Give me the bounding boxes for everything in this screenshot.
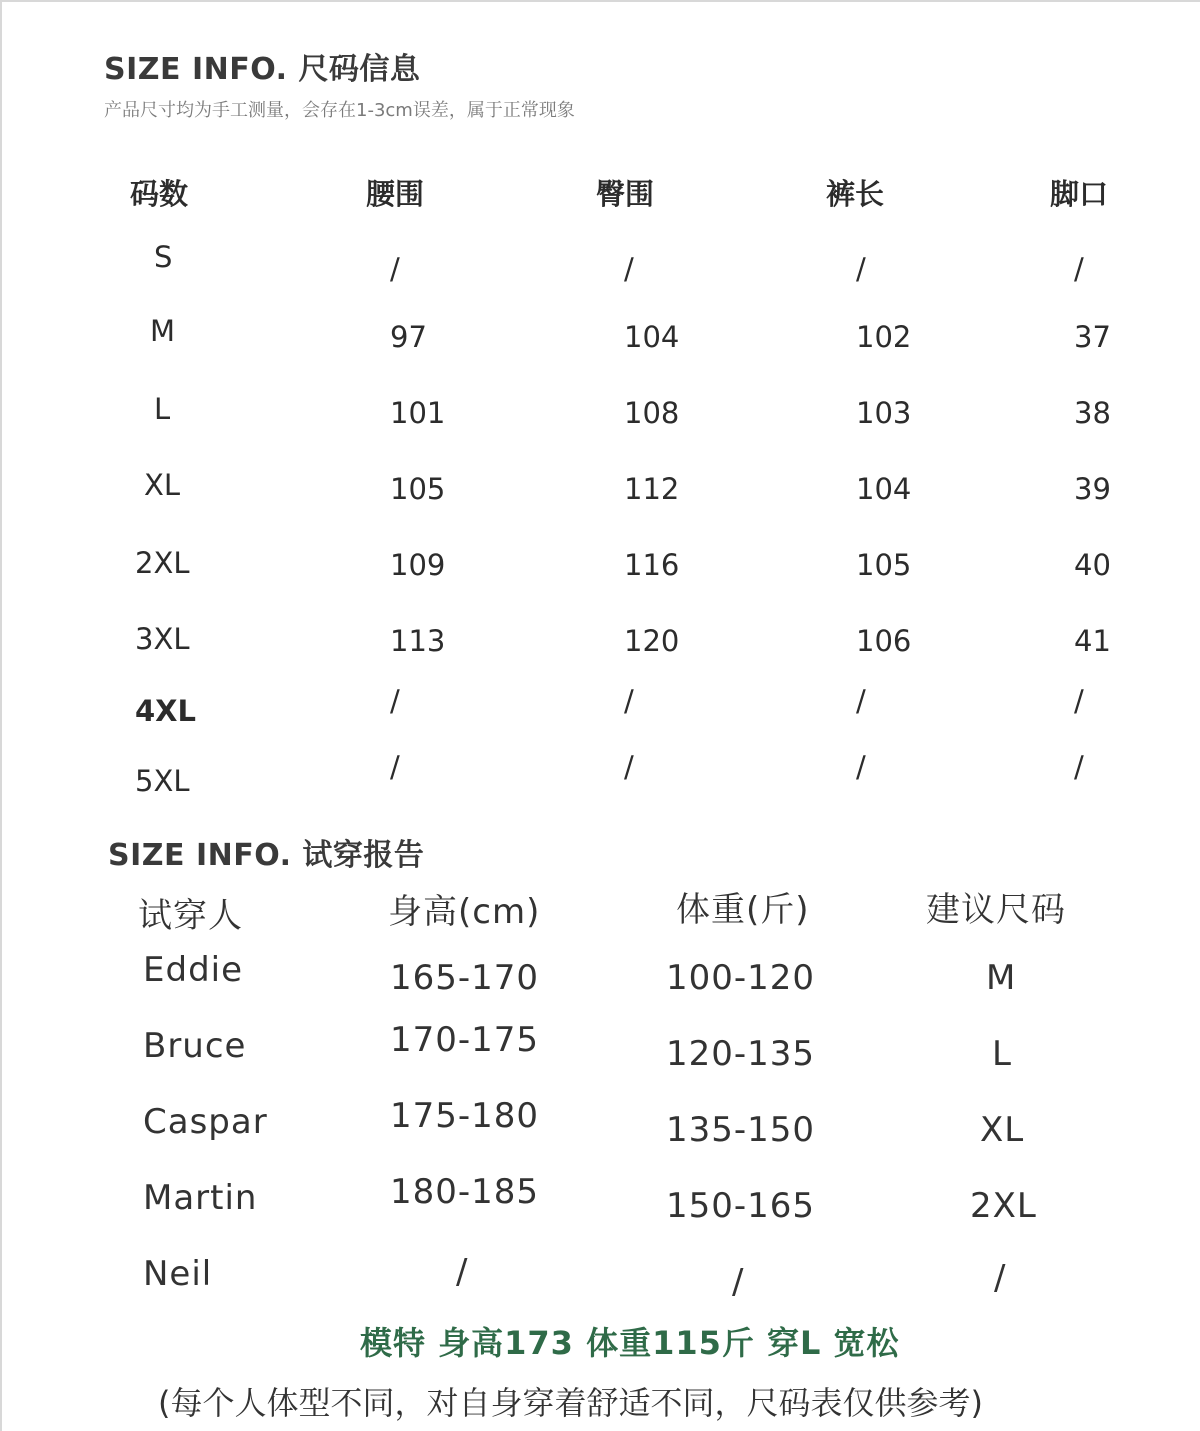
size-cell: 108 (624, 396, 680, 430)
tryon-height: 175-180 (390, 1096, 540, 1136)
size-cell: 109 (390, 548, 446, 582)
size-cell: 102 (856, 320, 912, 354)
size-header-length: 裤长 (826, 177, 885, 211)
size-cell: 103 (856, 396, 912, 430)
tryon-person: Caspar (143, 1102, 268, 1142)
size-header-waist: 腰围 (366, 177, 425, 211)
size-cell: 104 (856, 472, 912, 506)
size-header-hip: 臀围 (596, 177, 655, 211)
tryon-header-height: 身高(cm) (388, 892, 541, 932)
size-cell: 105 (856, 548, 912, 582)
size-cell: / (856, 750, 866, 784)
size-cell: 37 (1074, 320, 1111, 354)
size-cell: / (390, 684, 400, 718)
size-row-label: 4XL (135, 694, 197, 728)
size-header-size: 码数 (130, 177, 189, 211)
tryon-size: L (992, 1034, 1012, 1074)
size-cell: / (624, 750, 634, 784)
model-note: 模特 身高173 体重115斤 穿L 宽松 (360, 1324, 900, 1362)
tryon-person: Martin (143, 1178, 258, 1218)
size-row-label: S (154, 240, 173, 274)
size-header-hem: 脚口 (1050, 177, 1109, 211)
tryon-weight: 150-165 (666, 1186, 816, 1226)
tryon-report-title: SIZE INFO. 试穿报告 (108, 838, 425, 873)
size-cell: 38 (1074, 396, 1111, 430)
tryon-height: 170-175 (390, 1020, 540, 1060)
tryon-person: Eddie (143, 950, 244, 990)
tryon-size: 2XL (970, 1186, 1037, 1226)
size-cell: 101 (390, 396, 446, 430)
tryon-header-weight: 体重(斤) (676, 890, 810, 930)
size-row-label: L (154, 392, 171, 426)
size-cell: 116 (624, 548, 680, 582)
size-cell: 112 (624, 472, 680, 506)
size-cell: / (624, 252, 634, 286)
size-cell: 120 (624, 624, 680, 658)
tryon-size: M (986, 958, 1017, 998)
size-info-title: SIZE INFO. 尺码信息 (104, 52, 421, 87)
size-cell: / (1074, 252, 1084, 286)
tryon-height: 180-185 (390, 1172, 540, 1212)
size-cell: / (856, 252, 866, 286)
tryon-person: Neil (143, 1254, 213, 1294)
tryon-height: 165-170 (390, 958, 540, 998)
size-cell: 97 (390, 320, 427, 354)
size-cell: / (390, 750, 400, 784)
tryon-weight: 135-150 (666, 1110, 816, 1150)
tryon-size: XL (980, 1110, 1025, 1150)
size-cell: / (624, 684, 634, 718)
size-cell: 40 (1074, 548, 1111, 582)
tryon-person: Bruce (143, 1026, 247, 1066)
size-row-label: 2XL (135, 546, 190, 580)
tryon-header-size: 建议尺码 (926, 890, 1066, 930)
size-cell: 105 (390, 472, 446, 506)
size-cell: 113 (390, 624, 446, 658)
tryon-height: / (456, 1252, 469, 1292)
size-row-label: 5XL (135, 764, 190, 798)
size-cell: 104 (624, 320, 680, 354)
tryon-weight: 120-135 (666, 1034, 816, 1074)
size-row-label: M (150, 314, 176, 348)
size-row-label: XL (144, 468, 181, 502)
size-cell: 41 (1074, 624, 1111, 658)
tryon-weight: 100-120 (666, 958, 816, 998)
size-cell: / (1074, 750, 1084, 784)
tryon-header-person: 试穿人 (138, 896, 243, 936)
size-cell: / (1074, 684, 1084, 718)
size-cell: 106 (856, 624, 912, 658)
size-info-subtitle: 产品尺寸均为手工测量，会存在1-3cm误差，属于正常现象 (104, 100, 575, 121)
tryon-weight: / (732, 1262, 745, 1302)
size-cell: 39 (1074, 472, 1111, 506)
size-row-label: 3XL (135, 622, 190, 656)
tryon-size: / (994, 1258, 1007, 1298)
size-cell: / (856, 684, 866, 718)
size-cell: / (390, 252, 400, 286)
disclaimer-note: (每个人体型不同，对自身穿着舒适不同，尺码表仅供参考) (158, 1384, 983, 1422)
